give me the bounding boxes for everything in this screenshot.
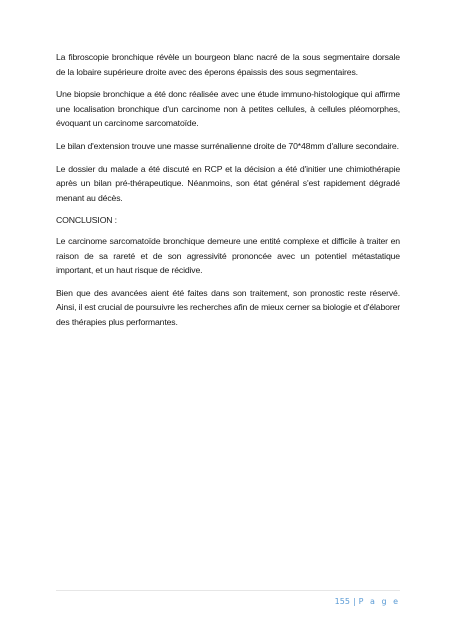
paragraph-biopsie: Une biopsie bronchique a été donc réalisée avec une étude immuno-histologique qui affirme une localisation bronchique d'un carcinome non à petites cellules, à cellules pléomorphes, évoquant un carcinome sarcomatoïde.: [56, 89, 400, 129]
paragraph-dossier-rcp: Le dossier du malade a été discuté en RCP et la décision a été d'initier une chimiothérapie après un bilan pré-thérapeutique. Néanmoins, son état général s'est rapidement dégradé menant au décès.: [56, 163, 400, 203]
paragraph-perspectives: Bien que des avancées aient été faites dans son traitement, son pronostic reste réservé. Ainsi, il est crucial de poursuivre les recherches afin de mieux cerner sa biologie et d'élaborer des thérapies plus performantes.: [56, 287, 400, 327]
paragraph-conclusion: Le carcinome sarcomatoïde bronchique demeure une entité complexe et difficile à traiter en raison de sa rareté et de son agressivité prononcée avec un potentiel métastatique important, et un haut risque de récidive.: [56, 235, 400, 276]
footer-divider: [56, 590, 400, 591]
page-number: 155: [334, 597, 350, 606]
conclusion-heading: CONCLUSION :: [56, 215, 117, 226]
footer-separator: |: [352, 597, 356, 606]
page-footer: [335, 597, 400, 607]
paragraph-bilan-extension: Le bilan d'extension trouve une masse surrénalienne droite de 70*48mm d'allure secondaire.: [56, 140, 399, 151]
page-label: P a g e: [358, 597, 400, 606]
document-body: [56, 50, 400, 338]
paragraph-fibroscopie: La fibroscopie bronchique révèle un bourgeon blanc nacré de la sous segmentaire dorsale de la lobaire supérieure droite avec des éperons épaissis des sous segmentaires.: [56, 52, 400, 77]
